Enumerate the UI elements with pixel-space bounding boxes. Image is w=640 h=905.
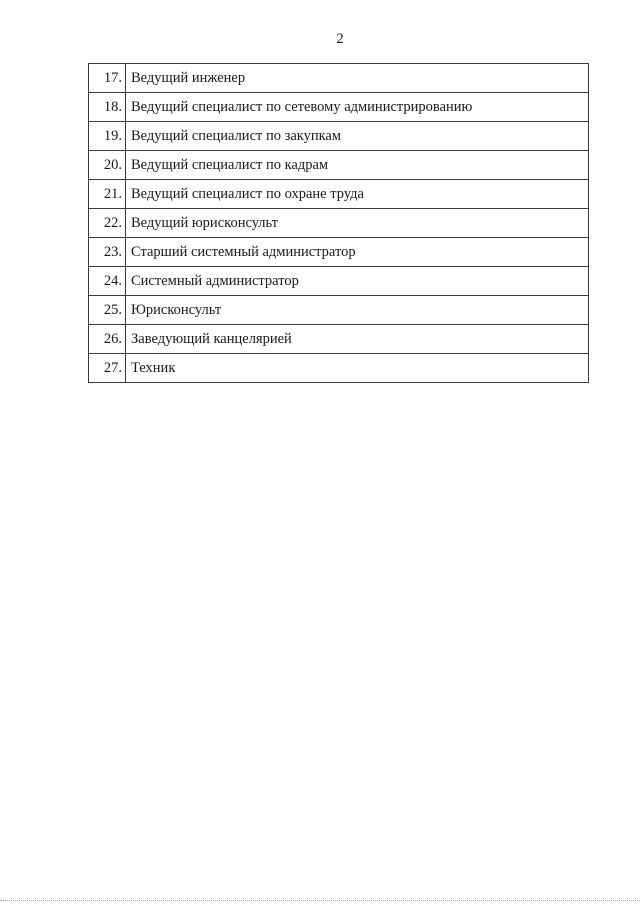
row-number: 17. <box>89 64 126 93</box>
table-row <box>89 93 589 122</box>
position-title: Заведующий канцелярией <box>126 325 589 354</box>
row-number: 27. <box>89 354 126 383</box>
row-number: 26. <box>89 325 126 354</box>
table-row <box>89 354 589 383</box>
table-row <box>89 122 589 151</box>
table-row <box>89 180 589 209</box>
table-row <box>89 151 589 180</box>
position-title: Ведущий специалист по закупкам <box>126 122 589 151</box>
row-number: 19. <box>89 122 126 151</box>
row-number: 20. <box>89 151 126 180</box>
position-title: Техник <box>126 354 589 383</box>
table-row <box>89 325 589 354</box>
position-title: Старший системный администратор <box>126 238 589 267</box>
row-number: 18. <box>89 93 126 122</box>
position-title: Системный администратор <box>126 267 589 296</box>
position-title: Ведущий специалист по сетевому администрированию <box>126 93 589 122</box>
position-title: Ведущий специалист по кадрам <box>126 151 589 180</box>
table-row <box>89 267 589 296</box>
positions-table <box>88 63 589 383</box>
table-row <box>89 64 589 93</box>
row-number: 24. <box>89 267 126 296</box>
row-number: 22. <box>89 209 126 238</box>
position-title: Юрисконсульт <box>126 296 589 325</box>
page-number: 2 <box>336 31 344 47</box>
row-number: 25. <box>89 296 126 325</box>
row-number: 23. <box>89 238 126 267</box>
table-row <box>89 209 589 238</box>
table-row <box>89 238 589 267</box>
position-title: Ведущий юрисконсульт <box>126 209 589 238</box>
positions-table-body <box>89 64 589 383</box>
position-title: Ведущий специалист по охране труда <box>126 180 589 209</box>
row-number: 21. <box>89 180 126 209</box>
scan-edge-divider <box>0 900 640 901</box>
table-row <box>89 296 589 325</box>
position-title: Ведущий инженер <box>126 64 589 93</box>
